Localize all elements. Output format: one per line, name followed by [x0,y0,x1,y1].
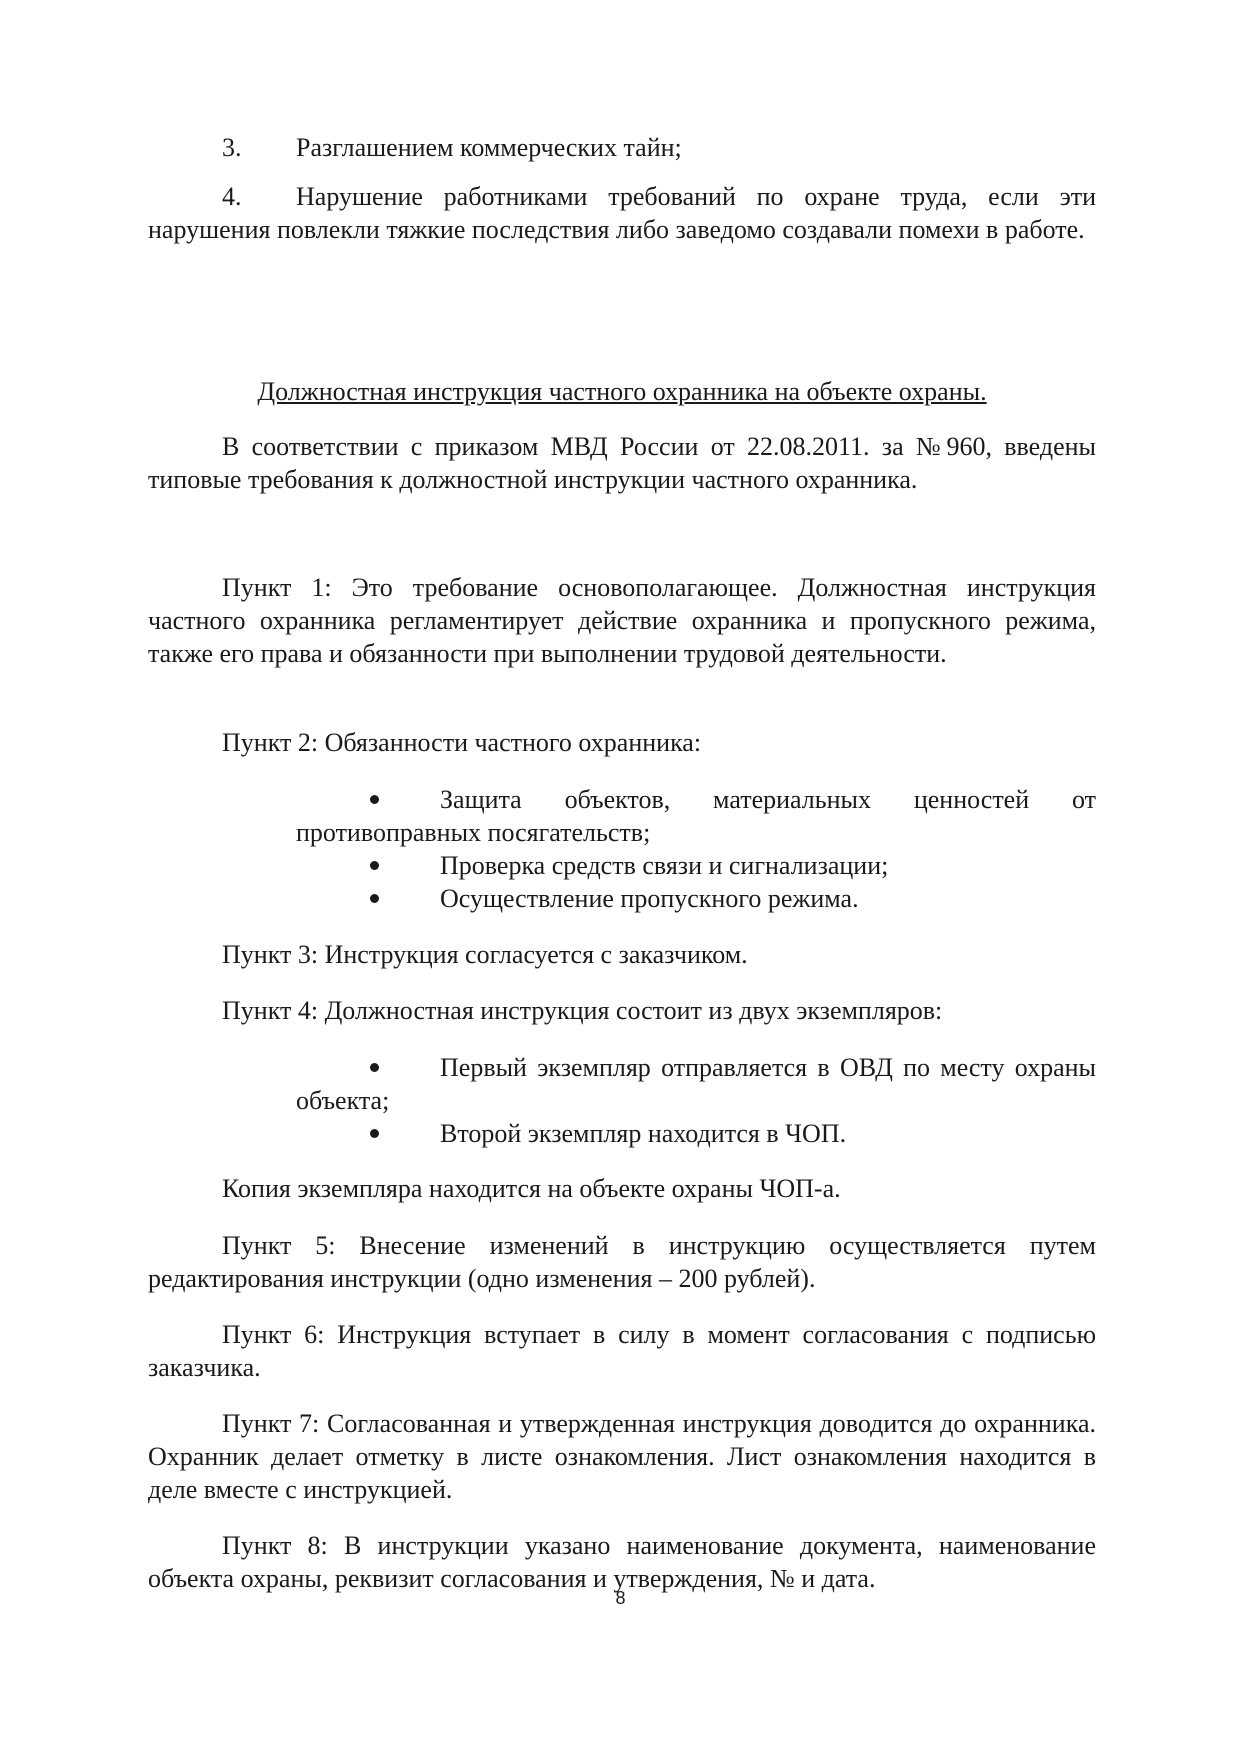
bullet-item [296,882,1096,915]
copy-note-paragraph: Копия экземпляра находится на объекте охраны ЧОП-а. [222,1174,841,1203]
point-2-paragraph: Пункт 2: Обязанности частного охранника: [222,728,702,757]
page-number: 8 [615,1588,626,1608]
point-5-paragraph: Пункт 5: Внесение изменений в инструкцию осуществляется путем редактирования инструкции (одно изменения – 200 рублей). [148,1231,1096,1293]
bullet-text: Второй экземпляр находится в ЧОП. [440,1119,847,1148]
bullet-text: Защита объектов, материальных ценностей от противоправных посягательств; [296,785,1096,847]
bullet-text: Проверка средств связи и сигнализации; [440,851,889,880]
bullet-item [296,783,1096,849]
bullet-text: Первый экземпляр отправляется в ОВД по месту охраны объекта; [296,1053,1096,1115]
point-8-paragraph: Пункт 8: В инструкции указано наименование документа, наименование объекта охраны, реквизит согласования и утверждения, № и дата. [148,1531,1096,1593]
list-item-4: 4. Нарушение работниками требований по охране труда, если эти нарушения повлекли тяжкие последствия либо заведомо создавали помехи в работе. [148,182,1096,244]
bullet-item [296,1051,1096,1117]
intro-paragraph: В соответствии с приказом МВД России от 22.08.2011. за №960, введены типовые требования к должностной инструкции частного охранника. [148,432,1096,494]
list-item-text: Нарушение работниками требований по охране труда, если эти нарушения повлекли тяжкие последствия либо заведомо создавали помехи в работе. [148,182,1096,244]
section-heading: Должностная инструкция частного охранника на объекте охраны. [257,377,987,406]
bullet-item [296,849,1096,882]
point-4-paragraph: Пункт 4: Должностная инструкция состоит из двух экземпляров: [222,996,943,1025]
bullet-text: Осуществление пропускного режима. [440,884,859,913]
point-7-paragraph: Пункт 7: Согласованная и утвержденная инструкция доводится до охранника. Охранник делает отметку в листе ознакомления. Лист ознакомления находится в деле вместе с инструкцией. [148,1409,1096,1504]
point-3-paragraph: Пункт 3: Инструкция согласуется с заказчиком. [222,940,748,969]
point-1-paragraph: Пункт 1: Это требование основополагающее. Должностная инструкция частного охранника регламентирует действие охранника и пропускного режима, также его права и обязанности при выполнении трудовой деятельности. [148,573,1096,668]
point-6-paragraph: Пункт 6: Инструкция вступает в силу в момент согласования с подписью заказчика. [148,1320,1096,1382]
list-item-text: Разглашением коммерческих тайн; [296,133,682,162]
list-item-3: 3. Разглашением коммерческих тайн; [222,133,682,162]
bullet-item [296,1117,1096,1150]
